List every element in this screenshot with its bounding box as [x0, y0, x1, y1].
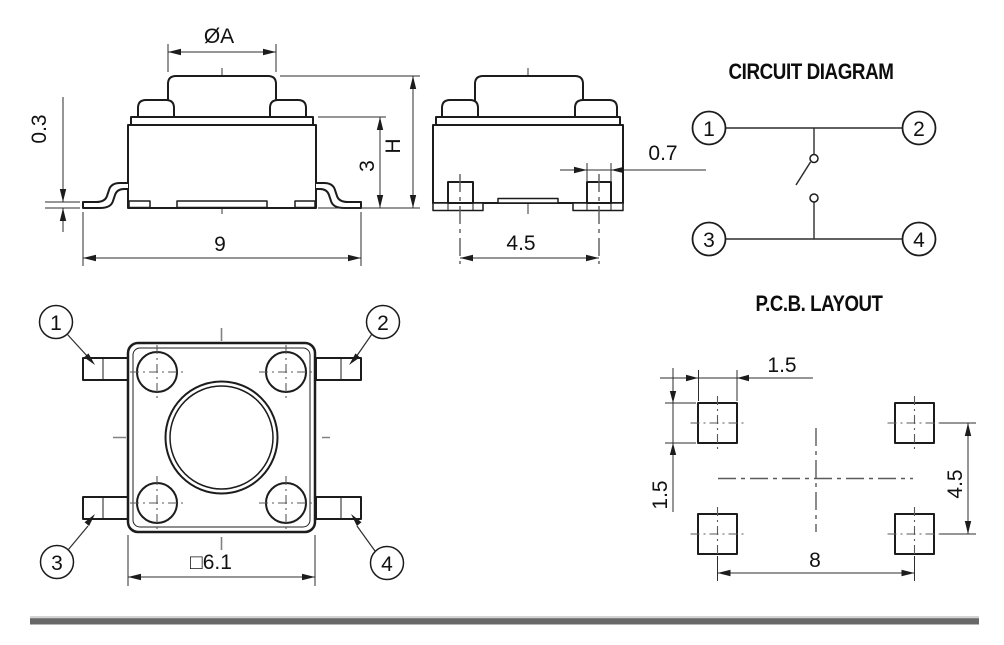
divider-light-line [30, 616, 979, 618]
switch-contact-bottom [810, 194, 818, 202]
dim-label-body-height: 3 [356, 160, 379, 172]
terminal-number-2: 2 [913, 118, 925, 141]
front-bump-right [270, 100, 306, 117]
dim-label-pad-spacing: 4.5 [506, 232, 536, 255]
front-notch [295, 201, 315, 208]
side-bump-right [575, 100, 617, 117]
top-body-outline [128, 343, 315, 532]
front-cover-plate [131, 117, 313, 125]
front-notch [177, 201, 267, 208]
side-center-notch [498, 199, 558, 204]
dim-pcb-pad-width [660, 354, 813, 401]
dim-label-overall-height: H [382, 138, 405, 154]
side-cover-plate [436, 117, 620, 125]
dim-label-lead-thickness: 0.3 [28, 114, 51, 144]
dim-label-diameter: ØA [203, 25, 235, 48]
front-bump-left [138, 100, 174, 117]
terminal-number-3: 3 [703, 229, 715, 252]
front-actuator [168, 76, 276, 117]
dim-label-pcb-pad-width: 1.5 [767, 354, 797, 377]
switch-contact-top [810, 155, 818, 163]
dim-pad-spacing [460, 232, 599, 261]
side-bump-left [442, 100, 478, 117]
pin-number-2: 2 [377, 312, 389, 335]
pin-number-4: 4 [381, 553, 393, 576]
pin-callout-2 [349, 306, 400, 366]
circuit-diagram [693, 59, 936, 256]
pin-number-1: 1 [50, 312, 62, 335]
pcb-layout [649, 291, 976, 581]
side-actuator [475, 76, 583, 117]
terminal-number-4: 4 [913, 229, 925, 252]
terminal-number-1: 1 [703, 118, 715, 141]
circuit-diagram-title: CIRCUIT DIAGRAM [728, 59, 894, 84]
front-view [28, 25, 420, 266]
dim-label-pcb-col-spacing: 8 [809, 549, 821, 572]
pin-callout-3 [41, 514, 96, 579]
switch-lever [796, 162, 811, 185]
pcb-layout-title: P.C.B. LAYOUT [755, 291, 884, 316]
bottom-divider [30, 616, 979, 625]
front-gullwing-right [316, 183, 361, 208]
dim-label-pad-width: 0.7 [648, 142, 678, 165]
dim-label-pcb-pad-height: 1.5 [649, 480, 672, 510]
top-lead-3 [83, 497, 128, 519]
pin-callout-4 [351, 514, 404, 580]
dim-pcb-row-spacing [940, 423, 976, 534]
dim-lead-thickness [28, 97, 80, 232]
side-view [433, 68, 706, 264]
top-view [40, 306, 404, 587]
dim-pcb-col-spacing [718, 549, 915, 581]
pin-callout-1 [40, 306, 96, 366]
front-notch [129, 201, 150, 208]
pin-number-3: 3 [51, 552, 63, 575]
front-gullwing-left [83, 183, 128, 208]
side-foot-left [433, 203, 483, 211]
top-lead-4 [316, 497, 361, 519]
dim-diameter-a [168, 25, 276, 72]
side-foot-right [573, 203, 623, 211]
divider-dark-bar [30, 618, 979, 624]
front-body [128, 125, 316, 208]
dim-overall-width [83, 212, 361, 266]
dim-label-overall-width: 9 [214, 233, 226, 256]
dim-label-pcb-row-spacing: 4.5 [944, 469, 967, 499]
dim-label-body-size: □6.1 [190, 551, 232, 574]
dim-pcb-pad-height [649, 368, 696, 512]
